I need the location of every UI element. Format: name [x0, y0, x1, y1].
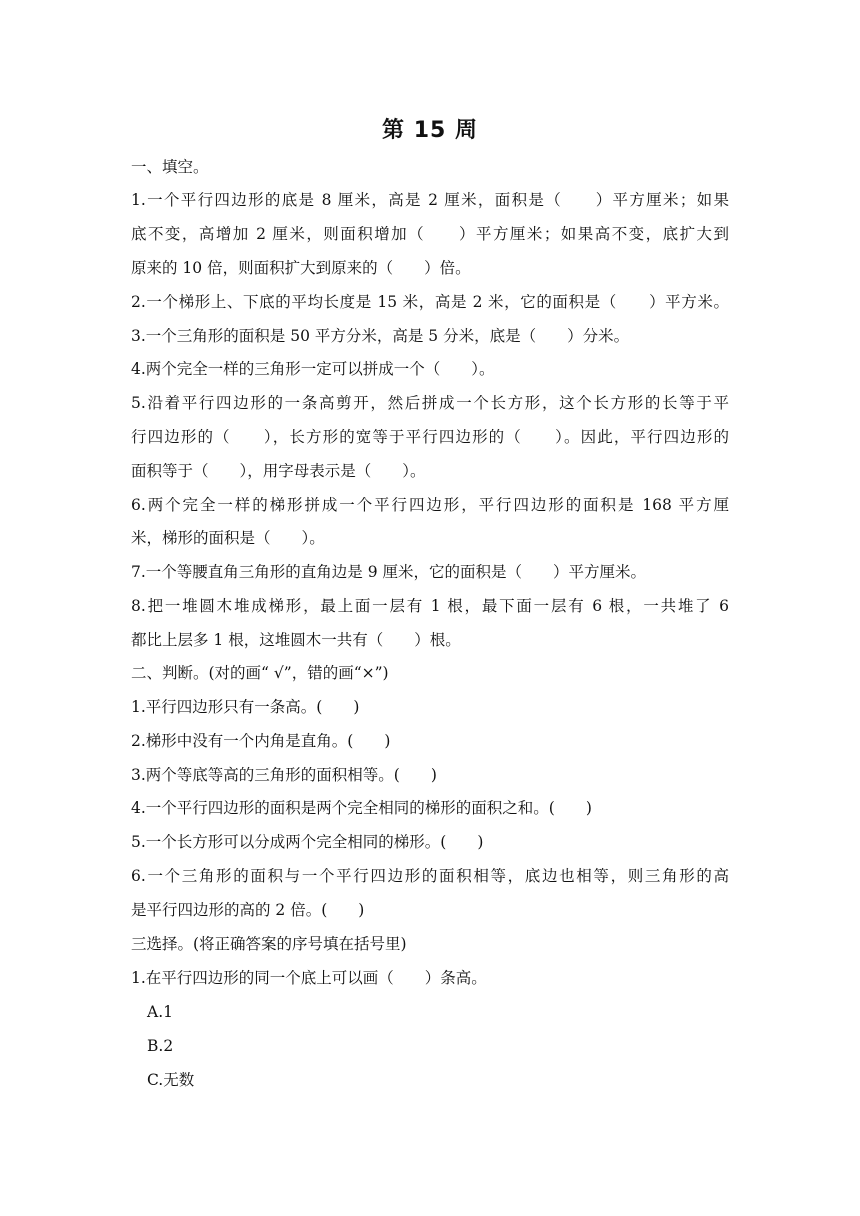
question-line: 3.一个三角形的面积是 50 平方分米，高是 5 分米，底是（ ）分米。	[131, 327, 630, 345]
question-line: 都比上层多 1 根，这堆圆木一共有（ ）根。	[131, 631, 461, 649]
question-line: 面积等于（ ），用字母表示是（ ）。	[131, 462, 426, 480]
question-line: 底不变，高增加 2 厘米，则面积增加（ ）平方厘米；如果高不变，底扩大到	[131, 225, 729, 243]
question-line: 1.一个平行四边形的底是 8 厘米，高是 2 厘米，面积是（ ）平方厘米；如果	[131, 191, 729, 209]
question-line: 5.一个长方形可以分成两个完全相同的梯形。( )	[131, 833, 484, 851]
choice-option-b: B.2	[147, 1037, 174, 1055]
question-line: 原来的 10 倍，则面积扩大到原来的（ ）倍。	[131, 259, 471, 277]
question-line: 4.一个平行四边形的面积是两个完全相同的梯形的面积之和。( )	[131, 799, 592, 817]
section-heading-fill-blank: 一、填空。	[131, 158, 209, 176]
question-line: 是平行四边形的高的 2 倍。( )	[131, 901, 365, 919]
page-title: 第 15 周	[382, 118, 478, 143]
question-line: 4.两个完全一样的三角形一定可以拼成一个（ ）。	[131, 360, 495, 378]
section-heading-true-false: 二、判断。(对的画“ √”，错的画“×”)	[131, 664, 389, 682]
question-line: 行四边形的（ ），长方形的宽等于平行四边形的（ ）。因此，平行四边形的	[131, 428, 729, 446]
choice-option-c: C.无数	[147, 1071, 195, 1089]
question-line: 6.一个三角形的面积与一个平行四边形的面积相等，底边也相等，则三角形的高	[131, 867, 729, 885]
question-line: 米，梯形的面积是（ ）。	[131, 529, 325, 547]
question-line: 2.一个梯形上、下底的平均长度是 15 米，高是 2 米，它的面积是（ ）平方米。	[131, 293, 729, 311]
question-line: 8.把一堆圆木堆成梯形，最上面一层有 1 根，最下面一层有 6 根，一共堆了 6	[131, 597, 729, 615]
choice-option-a: A.1	[147, 1003, 173, 1021]
question-line: 1.在平行四边形的同一个底上可以画（ ）条高。	[131, 969, 487, 987]
question-line: 3.两个等底等高的三角形的面积相等。( )	[131, 766, 437, 784]
question-line: 5.沿着平行四边形的一条高剪开，然后拼成一个长方形，这个长方形的长等于平	[131, 394, 729, 412]
question-line: 1.平行四边形只有一条高。( )	[131, 698, 360, 716]
section-heading-multiple-choice: 三选择。(将正确答案的序号填在括号里)	[131, 935, 407, 953]
question-line: 2.梯形中没有一个内角是直角。( )	[131, 732, 391, 750]
question-line: 6.两个完全一样的梯形拼成一个平行四边形，平行四边形的面积是 168 平方厘	[131, 496, 729, 514]
question-line: 7.一个等腰直角三角形的直角边是 9 厘米，它的面积是（ ）平方厘米。	[131, 563, 647, 581]
